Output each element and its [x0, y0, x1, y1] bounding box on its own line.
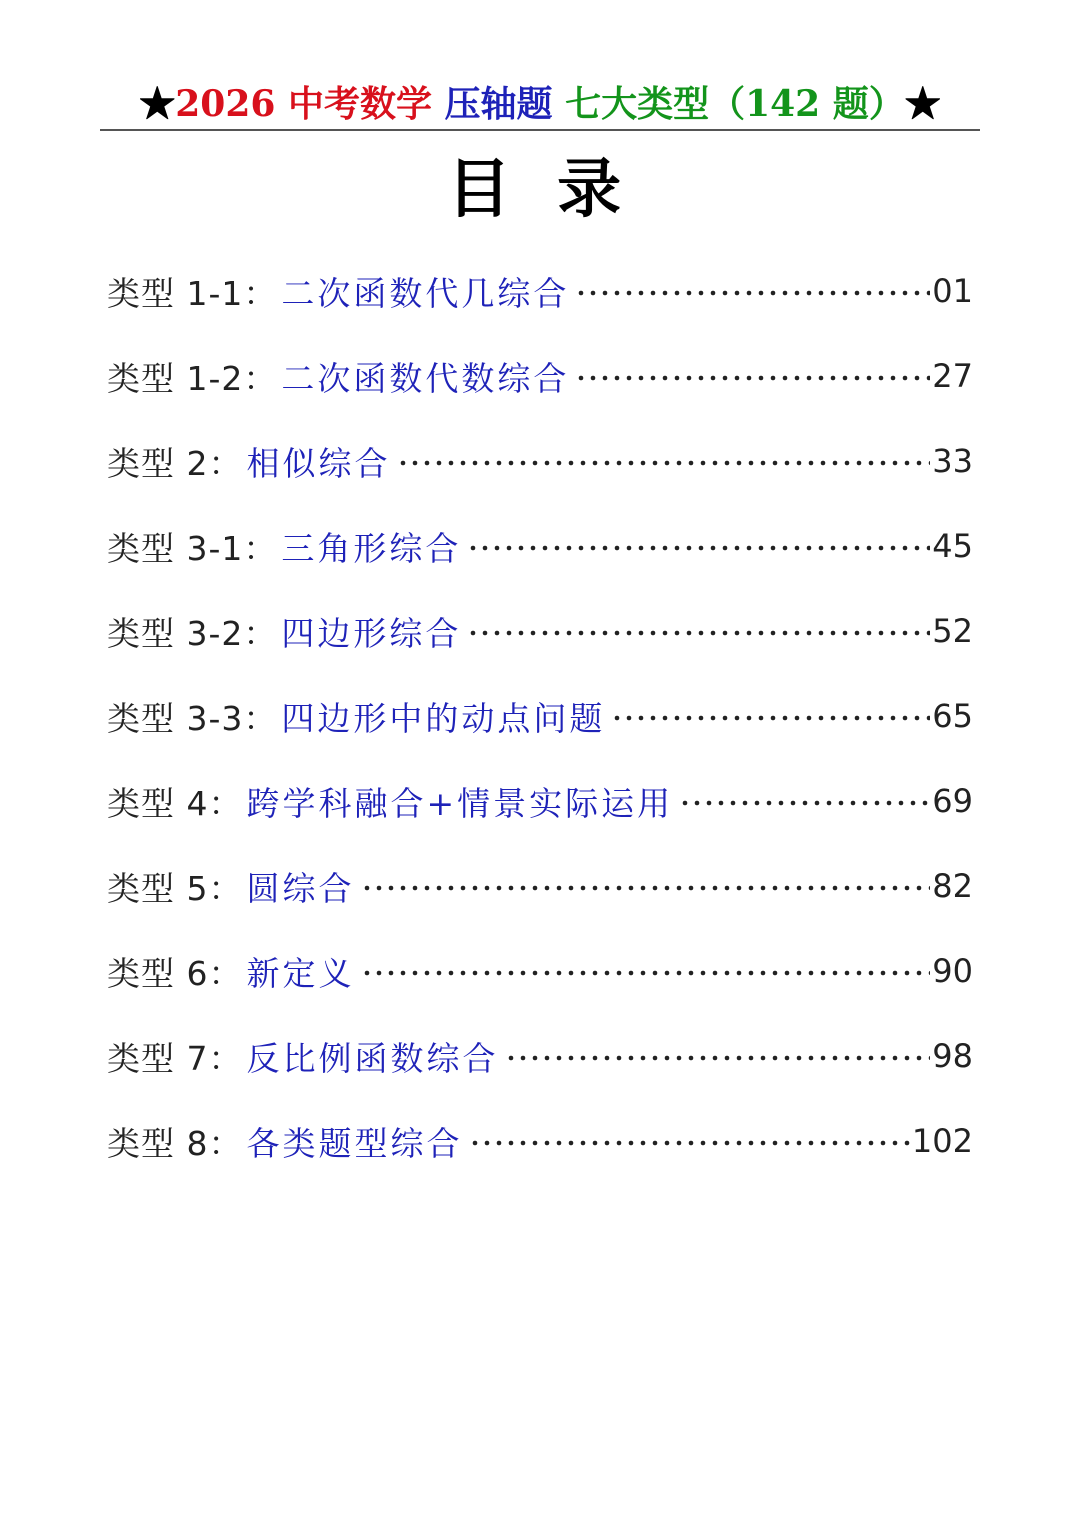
toc-entry-page-number: 27 [932, 357, 973, 395]
toc-entry-topic: 二次函数代几综合 [281, 273, 570, 313]
toc-entry-topic: 各类题型综合 [246, 1123, 463, 1163]
toc-dot-leader [575, 375, 930, 381]
toc-entry-page-number: 33 [932, 442, 973, 480]
toc-entry-page-number: 45 [932, 527, 973, 565]
toc-entry[interactable] [107, 433, 973, 489]
toc-entry-page-number: 52 [932, 612, 973, 650]
star-icon-left: ★ [139, 83, 176, 125]
toc-entry-label: 类型 3-3： [107, 698, 278, 738]
toc-dot-leader [469, 1140, 910, 1146]
toc-dot-leader [467, 630, 930, 636]
toc-entry-label: 类型 6： [107, 953, 243, 993]
toc-entry-topic: 相似综合 [246, 443, 391, 483]
toc-entry-label: 类型 4： [107, 783, 243, 823]
toc-entry[interactable] [107, 773, 973, 829]
toc-entry-topic: 四边形综合 [281, 613, 462, 653]
toc-entry[interactable] [107, 603, 973, 659]
toc-dot-leader [611, 715, 930, 721]
toc-dot-leader [361, 885, 931, 891]
header-divider [100, 129, 980, 131]
toc-entry-page-number: 102 [911, 1122, 973, 1160]
toc-entry-page-number: 65 [932, 697, 973, 735]
toc-entry-topic: 二次函数代数综合 [281, 358, 570, 398]
toc-entry-page-number: 82 [932, 867, 973, 905]
toc-entry-topic: 跨学科融合+情景实际运用 [246, 783, 674, 823]
toc-entry-page-number: 90 [932, 952, 973, 990]
toc-entry-page-number: 69 [932, 782, 973, 820]
toc-entry-topic: 反比例函数综合 [246, 1038, 499, 1078]
toc-entry-label: 类型 1-2： [107, 358, 278, 398]
toc-dot-leader [361, 970, 931, 976]
toc-dot-leader [679, 800, 930, 806]
toc-dot-leader [467, 545, 930, 551]
toc-entry-label: 类型 2： [107, 443, 243, 483]
page-title: 目 录 [446, 152, 634, 227]
toc-dot-leader [575, 290, 930, 296]
toc-entry-page-number: 98 [932, 1037, 973, 1075]
toc-entry-topic: 三角形综合 [281, 528, 462, 568]
toc-entry[interactable] [107, 688, 973, 744]
toc-entry[interactable] [107, 1028, 973, 1084]
star-icon-right: ★ [904, 83, 941, 125]
header-topic: 压轴题 [444, 83, 553, 125]
toc-entry[interactable] [107, 1113, 973, 1169]
toc-entry-topic: 新定义 [246, 953, 355, 993]
toc-entry-page-number: 01 [932, 272, 973, 310]
toc-entry-topic: 四边形中的动点问题 [281, 698, 606, 738]
toc-entry-label: 类型 3-1： [107, 528, 278, 568]
header-types-count: 七大类型（142 题） [565, 83, 905, 125]
header-year-subject: 2026 中考数学 [175, 83, 432, 125]
toc-entry[interactable] [107, 263, 973, 319]
toc-entry[interactable] [107, 943, 973, 999]
toc-entry-label: 类型 7： [107, 1038, 243, 1078]
toc-entry-label: 类型 1-1： [107, 273, 278, 313]
toc-dot-leader [505, 1055, 931, 1061]
table-of-contents [107, 263, 973, 1198]
toc-entry-label: 类型 5： [107, 868, 243, 908]
toc-entry[interactable] [107, 858, 973, 914]
toc-entry[interactable] [107, 348, 973, 404]
toc-entry-topic: 圆综合 [246, 868, 355, 908]
toc-entry[interactable] [107, 518, 973, 574]
document-header [100, 78, 980, 130]
toc-dot-leader [397, 460, 931, 466]
toc-entry-label: 类型 3-2： [107, 613, 278, 653]
toc-entry-label: 类型 8： [107, 1123, 243, 1163]
